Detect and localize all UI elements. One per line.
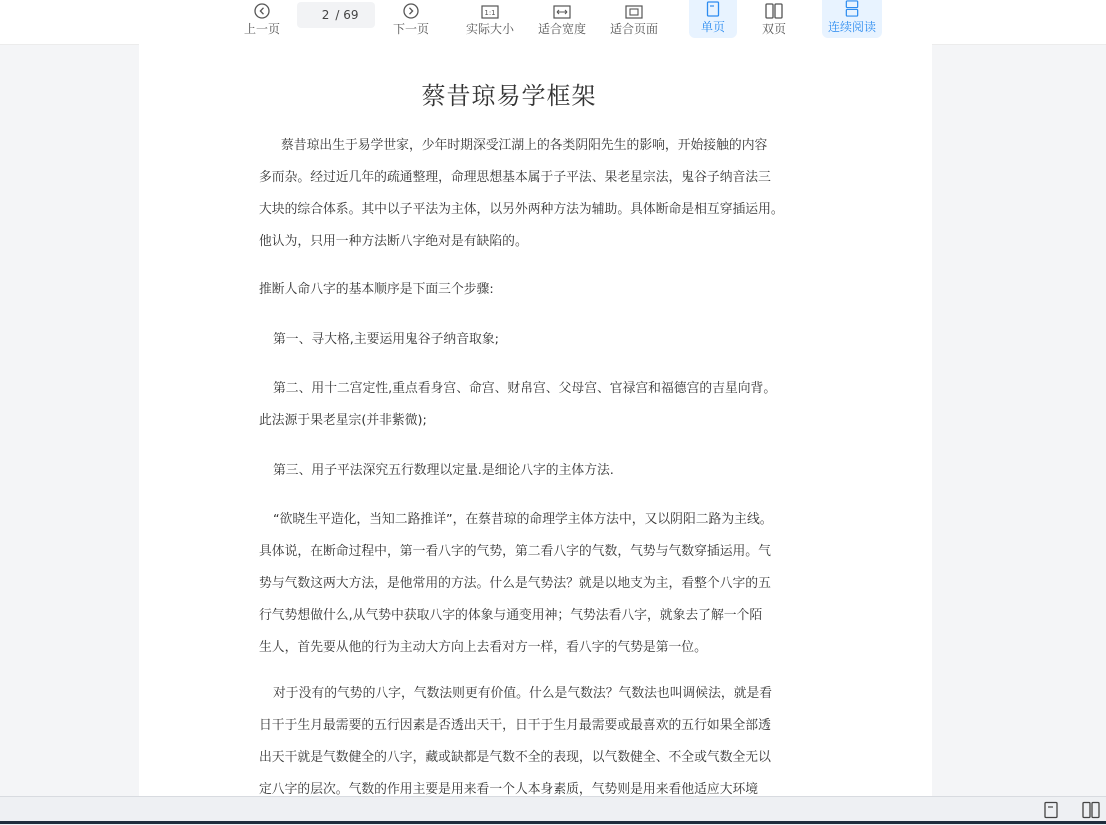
single-page-icon <box>706 1 720 17</box>
fit-page-label: 适合页面 <box>609 22 658 36</box>
fit-page-icon <box>625 5 643 19</box>
text-line: 蔡昔琼出生于易学世家，少年时期深受江湖上的各类阴阳先生的影响，开始接触的内容 <box>281 138 768 153</box>
actual-size-icon <box>481 5 499 19</box>
continuous-read-icon <box>844 0 860 17</box>
text-line: 大块的综合体系。其中以子平法为主体，以另外两种方法为辅助。具体断命是相互穿插运用。 <box>259 202 784 217</box>
svg-text:1:1: 1:1 <box>484 9 496 17</box>
continuous-read-label: 连续阅读 <box>827 20 876 34</box>
text-line: 第三、用子平法深究五行数理以定量.是细论八字的主体方法. <box>273 463 614 478</box>
fit-width-icon <box>553 5 571 19</box>
viewer-toolbar <box>0 0 1106 45</box>
double-page-button[interactable] <box>754 0 794 40</box>
paragraph <box>259 130 815 258</box>
double-page-label: 双页 <box>761 22 786 36</box>
paragraph <box>259 373 815 437</box>
text-line: 对于没有的气势的八字，气数法则更有价值。什么是气数法？气数法也叫调候法，就是看 <box>273 686 773 701</box>
actual-size-button[interactable] <box>462 0 518 40</box>
fit-width-label: 适合宽度 <box>537 22 586 36</box>
single-page-view-icon[interactable] <box>1043 801 1059 819</box>
prev-page-button[interactable] <box>242 0 282 40</box>
document-page <box>139 44 932 796</box>
text-line: 此法源于果老星宗(并非紫微); <box>259 413 427 428</box>
next-page-button[interactable] <box>391 0 431 40</box>
text-line: 日干于生月最需要的五行因素是否透出天干，日干于生月最需要或最喜欢的五行如果全部透 <box>259 718 771 733</box>
double-page-icon <box>765 3 783 19</box>
text-line: 行气势想做什么,从气势中获取八字的体象与通变用神；气势法看八字，就象去了解一个陌 <box>259 608 763 623</box>
text-line: 推断人命八字的基本顺序是下面三个步骤: <box>259 282 494 297</box>
text-line: 定八字的层次。气数的作用主要是用来看一个人本身素质，气势则是用来看他适应大环境 <box>259 782 759 796</box>
double-page-view-icon[interactable] <box>1082 801 1100 819</box>
chevron-left-circle-icon <box>254 3 270 19</box>
paragraph <box>259 274 815 306</box>
fit-page-button[interactable] <box>606 0 662 40</box>
text-line: 具体说，在断命过程中，第一看八字的气势，第二看八字的气数，气势与气数穿插运用。气 <box>259 544 771 559</box>
current-page-input[interactable]: 2 <box>321 8 330 22</box>
continuous-read-button[interactable] <box>822 0 882 38</box>
text-line: 生人，首先要从他的行为主动大方向上去看对方一样，看八字的气势是第一位。 <box>259 640 707 655</box>
text-line: 多而杂。经过近几年的疏通整理，命理思想基本属于子平法、果老星宗法，鬼谷子纳音法三 <box>259 170 771 185</box>
paragraph <box>259 504 815 664</box>
text-line: 出天干就是气数健全的八字，藏或缺都是气数不全的表现，以气数健全、不全或气数全无以 <box>259 750 771 765</box>
text-line: 第二、用十二宫定性,重点看身宫、命宫、财帛宫、父母宫、官禄宫和福德宫的吉星向背。 <box>273 381 777 396</box>
text-line: “欲晓生平造化，当知二路推详”，在蔡昔琼的命理学主体方法中，又以阴阳二路为主线。 <box>273 512 773 527</box>
page-indicator <box>297 2 375 28</box>
single-page-label: 单页 <box>700 20 725 34</box>
paragraph <box>259 455 815 487</box>
document-title: 蔡昔琼易学框架 <box>421 82 597 110</box>
paragraph <box>259 324 815 356</box>
next-page-label: 下一页 <box>392 22 429 36</box>
single-page-button[interactable] <box>689 0 737 38</box>
total-pages: / 69 <box>335 8 359 22</box>
paragraph <box>259 678 815 796</box>
chevron-right-circle-icon <box>403 3 419 19</box>
actual-size-label: 实际大小 <box>465 22 514 36</box>
fit-width-button[interactable] <box>534 0 590 40</box>
text-line: 势与气数这两大方法，是他常用的方法。什么是气势法？就是以地支为主，看整个八字的五 <box>259 576 771 591</box>
text-line: 他认为，只用一种方法断八字绝对是有缺陷的。 <box>259 234 528 249</box>
prev-page-label: 上一页 <box>243 22 280 36</box>
text-line: 第一、寻大格,主要运用鬼谷子纳音取象; <box>273 332 499 347</box>
